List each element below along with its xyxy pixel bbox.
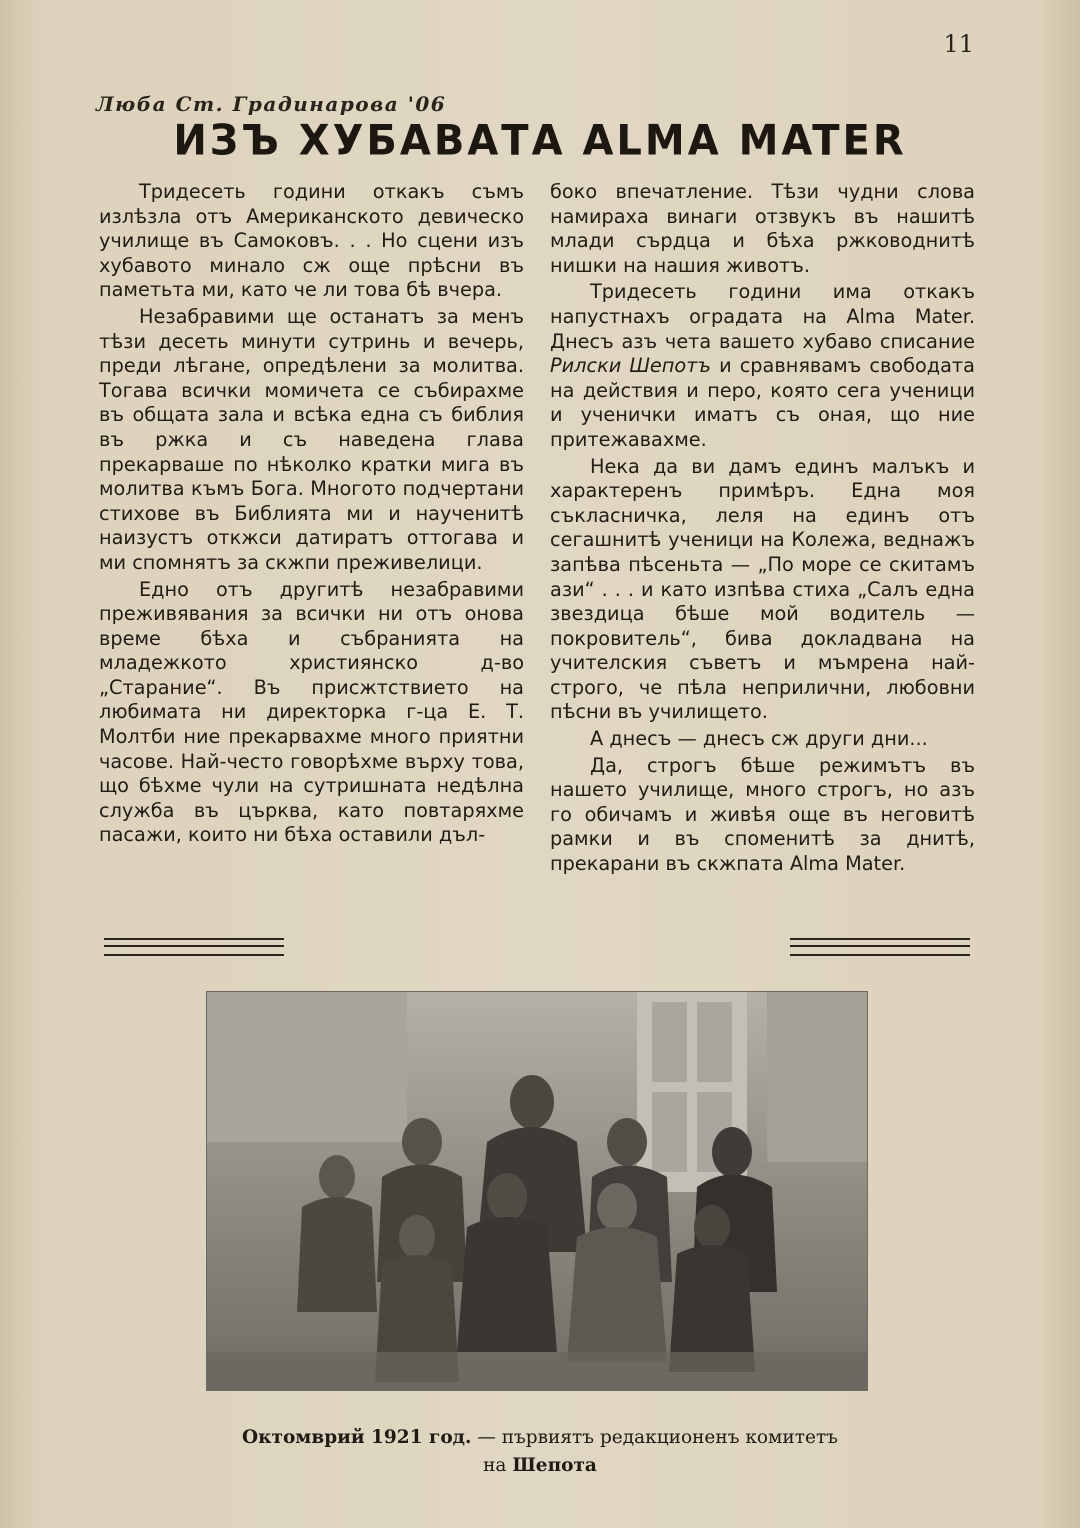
group-photo-image: [207, 992, 867, 1390]
photo-caption: [0, 1424, 1080, 1480]
caption-prefix: на: [483, 1455, 513, 1476]
right-column: [550, 180, 975, 877]
article-title: ИЗЪ ХУБАВАТА ALMA MATER: [173, 116, 907, 166]
caption-line-1: [0, 1424, 1080, 1452]
decorative-rule-right: [790, 938, 970, 956]
caption-magazine: Шепота: [512, 1455, 597, 1476]
paragraph: Едно отъ другитѣ незабравими преживявания за всички ни отъ онова време бѣха и събранията на младежкото християнско д-во „Старание“. Въ присжтствието на любимата ни директорка г-ца Е. Т. Молтби ние прекарвахме много приятни часове. Най-често говорѣхме върху това, що бѣхме чули на сутришната недѣлна служба въ църква, като повтаряхме пасажи, които ни бѣха оставили дъл-: [99, 577, 524, 847]
paragraph-text: и сравнявамъ свободата на действия и перо, която сега ученици и ученички иматъ съ оная, що ние притежавахме.: [550, 354, 975, 451]
paragraph: Нека да ви дамъ единъ малъкъ и характеренъ примѣръ. Една моя съкласничка, леля на единъ отъ сегашнитѣ ученици на Колежа, веднажъ запѣва пѣсеньта — „По море се скитамъ ази“ . . . и като изпѣва стиха „Салъ една звездица бѣше мой водитель — покровитель“, бива докладвана на учителския съветъ и мъмрена най-строго, че пѣла неприлични, любовни пѣсни въ училището.: [550, 454, 975, 724]
caption-line-2: [0, 1452, 1080, 1480]
paragraph: Тридесеть години откакъ съмъ излѣзла отъ Американското девическо училище въ Самоковъ. . . Но сцени изъ хубавото минало сж още прѣсни въ паметьта ми, като че ли това бѣ вчера.: [99, 180, 524, 302]
decorative-rule-left: [104, 938, 284, 956]
group-photo: [207, 992, 867, 1390]
magazine-name: Рилски Шепотъ: [550, 354, 712, 378]
paragraph: Незабравими ще останатъ за менъ тѣзи десеть минути сутринь и вечерь, преди лѣгане, опредѣлени за молитва. Тогава всички момичета се събирахме въ общата зала и всѣка една съ библия въ ржка и съ наведена глава прекарваше по нѣколко кратки мига въ молитва къмъ Бога. Многото подчертани стихове въ Библията ми и наученитѣ наизустъ откжси датиратъ оттогава и ми спомнятъ за скжпи преживелици.: [99, 304, 524, 574]
caption-text: — първиятъ редакционенъ комитетъ: [471, 1427, 838, 1448]
page-number: 11: [943, 30, 974, 58]
left-column: [99, 180, 524, 848]
caption-date: Октомврий 1921 год.: [242, 1427, 472, 1448]
paragraph: [550, 280, 975, 452]
article-author: Люба Ст. Градинарова '06: [96, 92, 447, 116]
paragraph: А днесъ — днесъ сж други дни...: [590, 727, 928, 751]
paragraph-continuation: боко впечатление. Тѣзи чудни слова намираха винаги отзвукъ въ нашитѣ млади сърдца и бѣха ржководнитѣ нишки на нашия животъ.: [550, 180, 975, 277]
paragraph-text: Тридесеть години има откакъ напустнахъ оградата на Alma Mater. Днесъ азъ чета вашето хубаво списание: [550, 280, 975, 353]
paragraph: Да, строгъ бѣше режимътъ въ нашето училище, много строгъ, но азъ го обичамъ и живѣя още въ неговитѣ рамки и въ споменитѣ за днитѣ, прекарани въ скжпата Alma Mater.: [550, 753, 975, 876]
